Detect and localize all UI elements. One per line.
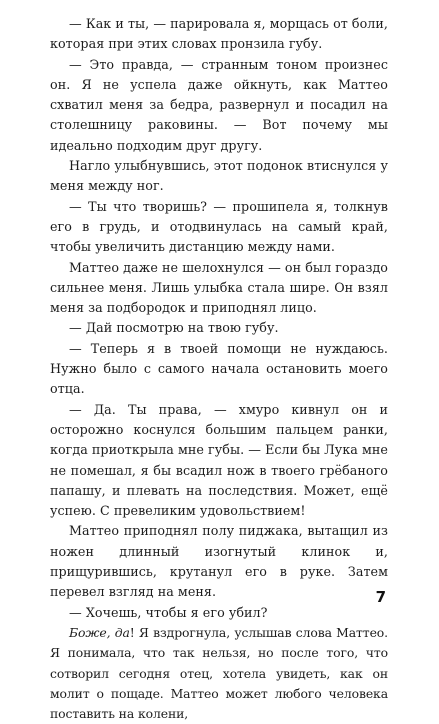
paragraph: — Как и ты, — парировала я, морщась от боли, которая при этих словах пронзила губу. — [50, 16, 389, 52]
paragraph: Маттео приподнял полу пиджака, вытащил из ножен длинный изогнутый клинок и, прищурившись, крутанул его в руке. Затем перевел взгляд на меня. — [50, 523, 388, 600]
paragraph: — Теперь я в твоей помощи не нуждаюсь. Нужно было с самого начала остановить моего отца. — [50, 340, 388, 397]
paragraph: — Хочешь, чтобы я его убил? — [69, 604, 268, 620]
paragraph: Нагло улыбнувшись, этот подонок втиснулся у меня между ног. — [50, 158, 388, 194]
paragraph: Маттео даже не шелохнулся — он был гораздо сильнее меня. Лишь улыбка стала шире. Он взял меня за подбородок и приподнял лицо. — [50, 259, 388, 316]
paragraph-last — [50, 623, 388, 724]
italic-exclamation: Боже, да — [69, 624, 130, 640]
book-page-text — [50, 14, 388, 724]
paragraph: — Это правда, — странным тоном произнес он. Я не успела даже ойкнуть, как Маттео схватил меня за бедра, развернул и посадил на столешницу раковины. — Вот почему мы идеально подходим друг другу. — [50, 56, 388, 153]
paragraph: — Дай посмотрю на твою губу. — [69, 320, 279, 336]
paragraph-last-text: ! Я вздрогнула, услышав слова Маттео. Я понимала, что так нельзя, но после того, что сотворил сегодня отец, хотела увидеть, как он молит о пощаде. Маттео может любого человека поставить на колени, — [50, 624, 388, 722]
page-number: 7 — [375, 588, 386, 606]
paragraph: — Да. Ты права, — хмуро кивнул он и осторожно коснулся большим пальцем ранки, когда приоткрыла мне губы. — Если бы Лука мне не помешал, я бы всадил нож в твоего грёбаного папашу, и плевать на последствия. Может, ещё успею. С превеликим удовольствием! — [50, 401, 388, 519]
paragraph: — Ты что творишь? — прошипела я, толкнув его в грудь, и отодвинулась на самый край, чтобы увеличить дистанцию между нами. — [50, 198, 388, 255]
